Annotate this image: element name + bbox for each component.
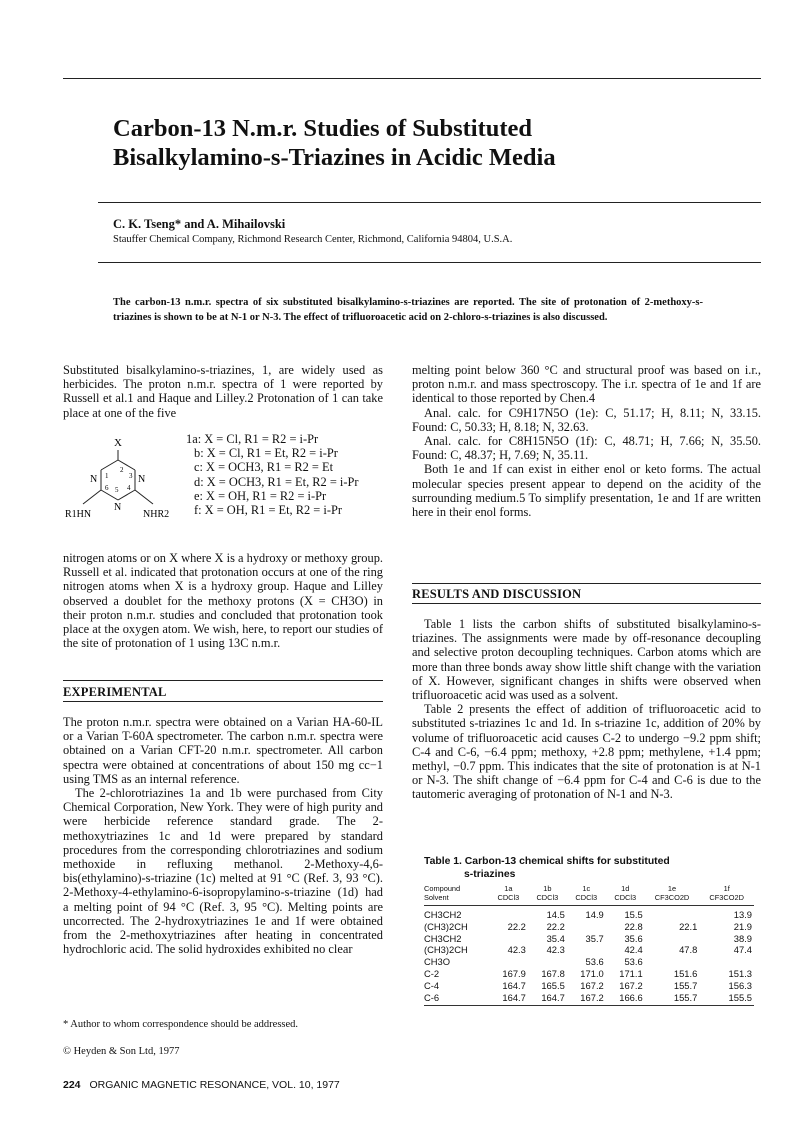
results-rule-bottom	[412, 603, 761, 604]
copyright: © Heyden & Son Ltd, 1977	[63, 1046, 180, 1057]
table-cell: C-6	[424, 992, 489, 1006]
compound-1e: e: X = OH, R1 = R2 = i-Pr	[194, 488, 327, 503]
table-cell: 156.3	[728, 979, 752, 991]
table-row	[424, 921, 754, 933]
table-cell: 165.5	[541, 979, 565, 991]
table-cell	[645, 906, 700, 921]
table1-caption-line1: Table 1. Carbon-13 chemical shifts for substituted	[424, 856, 670, 867]
results-heading: RESULTS AND DISCUSSION	[412, 587, 582, 601]
table-cell	[645, 933, 700, 945]
label-num-1: 1	[105, 472, 109, 480]
right-column	[412, 363, 761, 519]
table-cell	[567, 921, 606, 933]
label-left-sub: R1HN	[65, 509, 92, 520]
table-row	[424, 992, 754, 1006]
table-cell: 167.2	[567, 992, 606, 1006]
table-row	[424, 933, 754, 945]
table-cell: 47.4	[733, 944, 752, 956]
table-cell: 14.5	[546, 909, 565, 920]
table-cell: CDCl3	[606, 893, 645, 906]
intro-paragraph: Substituted bisalkylamino-s-triazines, 1, are widely used as herbicides. The proton n.m.r. spectra of 1 were reported by Russell et al.1 and Haque and Lilley.2 Protonation of 1 can take place at one of the five	[63, 363, 383, 420]
enol-keto-paragraph: Both 1e and 1f can exist in either enol or keto forms. The actual molecular species present appear to depend on the acidity of the surrounding medium.5 To simplify presentation, 1e and 1f are written here in their enol forms.	[412, 462, 761, 520]
table-cell: 155.7	[673, 979, 698, 991]
label-right-sub: NHR2	[143, 509, 170, 520]
table-cell: 22.2	[507, 920, 526, 932]
author-footnote: * Author to whom correspondence should be addressed.	[63, 1019, 299, 1030]
table-cell: 167.2	[580, 979, 604, 991]
table-cell: 47.8	[679, 944, 698, 956]
table1-header-solvent	[424, 893, 754, 906]
table-cell: 155.7	[645, 992, 700, 1006]
label-x: X	[114, 437, 122, 449]
table-cell: 167.9	[502, 967, 526, 979]
table-cell	[645, 956, 700, 968]
authors: C. K. Tseng* and A. Mihailovski	[113, 217, 286, 231]
table-cell: 22.8	[624, 920, 643, 932]
table1-caption	[424, 855, 754, 881]
title-line-1: Carbon-13 N.m.r. Studies of Substituted	[113, 115, 533, 142]
results-paragraph-1: Table 1 lists the carbon shifts of substituted bisalkylamino-s-triazines. The assignments were made by off-resonance decoupling and selective proton decoupling techniques. Carbon atoms which are more than three bonds away show little shift change with the variation of X. However, significant changes in shifts were observed when trifluoroacetic acid was used as a solvent.	[412, 617, 761, 703]
abstract: The carbon-13 n.m.r. spectra of six substituted bisalkylamino-s-triazines are reported. The site of protonation of 2-methoxy-s-triazines is shown to be at N-1 or N-3. The effect of trifluoroacetic acid on 2-chloro-s-triazines is also discussed.	[113, 297, 703, 323]
table-cell: 151.6	[673, 967, 698, 979]
table-cell: CH3CH2	[424, 909, 462, 920]
table-cell: Solvent	[424, 893, 489, 906]
table-cell: CF3CO2D	[699, 893, 754, 906]
table-row	[424, 980, 754, 992]
table-cell: CDCl3	[567, 893, 606, 906]
table-cell: CF3CO2D	[645, 893, 700, 906]
analysis-1f: Anal. calc. for C8H15N5O (1f): C, 48.71; H, 7.66; N, 35.50. Found: C, 48.37; H, 7.69; N, 35.11.	[412, 434, 761, 463]
table-cell	[528, 956, 567, 968]
table-cell: C-2	[424, 967, 440, 979]
compound-1f: f: X = OH, R1 = Et, R2 = i-Pr	[194, 503, 342, 518]
table-cell: C-4	[424, 979, 440, 991]
table-cell: 167.2	[619, 979, 643, 991]
table-cell: 21.9	[733, 920, 752, 932]
label-num-5: 5	[115, 486, 119, 494]
table-cell: CDCl3	[489, 893, 528, 906]
table-cell	[489, 956, 528, 968]
label-num-3: 3	[129, 472, 133, 480]
table-cell: 164.7	[502, 979, 526, 991]
table-cell: 155.5	[699, 992, 754, 1006]
table-cell	[489, 933, 528, 945]
table-cell: 42.4	[624, 944, 643, 956]
table-cell: CH3CH2	[424, 932, 462, 944]
table-cell: 53.6	[585, 956, 604, 968]
table1	[424, 884, 754, 1006]
table-cell: 35.4	[546, 932, 565, 944]
label-n-right: N	[138, 474, 146, 485]
compound-1b: b: X = Cl, R1 = Et, R2 = i-Pr	[194, 446, 338, 461]
label-num-6: 6	[105, 484, 109, 492]
table-cell: 42.3	[546, 944, 565, 956]
table-row	[424, 956, 754, 968]
table-cell: 15.5	[624, 909, 643, 920]
title-line-2: Bisalkylamino-s-Triazines in Acidic Media	[113, 144, 556, 171]
table-cell: 171.0	[580, 967, 604, 979]
label-n-left: N	[90, 474, 98, 485]
title-rule	[98, 202, 761, 203]
experimental-paragraph-2: The 2-chlorotriazines 1a and 1b were purchased from City Chemical Corporation, New York. They were of high purity and were herbicide reference standard grade. The 2-methoxytriazines 1c and 1d were prepared by standard procedures from the corresponding chlorotriazines and sodium methoxide in refluxing methanol. 2-Methoxy-4,6-bis(ethylamino)-s-triazine (1c) melted at 91 °C (Ref. 3, 93 °C). 2-Methoxy-4-ethylamino-6-isopropylamino-s-triazine (1d) had a melting point of 94 °C (Ref. 3, 95 °C). Melting points are uncorrected. The 2-hydroxytriazines 1e and 1f were obtained from the 2-methoxytriazines after heating in concentrated hydrochloric acid. The solid hydroxides exhibited no clear	[63, 786, 383, 957]
experimental-rule-top	[63, 680, 383, 681]
label-num-4: 4	[127, 484, 131, 492]
table-cell: (CH3)2CH	[424, 944, 468, 956]
results-paragraph-2: Table 2 presents the effect of addition of trifluoroacetic acid to substituted s-triazines 1c and 1d. In s-triazine 1c, addition of 20% by volume of trifluoroacetic acid causes C-2 to undergo −9.2 ppm shift; C-4 and C-6, −6.4 ppm; methoxy, +2.8 ppm; methylene, +1.4 ppm; methyl, −0.7 ppm. This indicates that the site of protonation is at N-1 or N-3. The shift change of −6.4 ppm for C-4 and C-6 is due to the tautomeric averaging of protonation of N-1 and N-3.	[412, 702, 761, 802]
table-cell: 1d	[621, 884, 630, 893]
table-cell: 1b	[543, 884, 552, 893]
table-cell: 151.3	[728, 967, 752, 979]
affiliation-rule	[98, 262, 761, 263]
table-cell: 14.9	[585, 909, 604, 920]
table-cell: CH3O	[424, 956, 451, 968]
journal-name: ORGANIC MAGNETIC RESONANCE, VOL. 10, 1977	[89, 1079, 340, 1091]
compound-1d: d: X = OCH3, R1 = Et, R2 = i-Pr	[194, 474, 359, 489]
left-column-continued	[63, 551, 383, 650]
table-cell: (CH3)2CH	[424, 920, 468, 932]
protonation-paragraph: nitrogen atoms or on X where X is a hydroxy or methoxy group. Russell et al. indicated that protonation occurs at one of the ring nitrogen atoms when X is a hydroxy group. Haque and Lilley observed a doublet for the methoxy protons (X = CH3O) in their proton n.m.r. studies and concluded that protonation took place at the oxygen atom. We wish, here, to report our studies of the site of protonation of 1 using 13C n.m.r.	[63, 551, 383, 651]
analysis-1e: Anal. calc. for C9H17N5O (1e): C, 51.17; H, 8.11; N, 33.15. Found: C, 50.33; H, 8.18; N, 32.63.	[412, 405, 761, 434]
page-footer	[63, 1079, 340, 1091]
experimental-rule-bottom	[63, 701, 383, 702]
table1-caption-line2: s-triazines	[464, 869, 516, 880]
results-section	[412, 617, 761, 802]
table-cell: 164.7	[489, 992, 528, 1006]
table-cell: 1e	[667, 884, 677, 893]
melting-point-paragraph: melting point below 360 °C and structural proof was based on i.r., proton n.m.r. and mass spectroscopy. The i.r. spectra of 1e and 1f are identical to those reported by Chen.4	[412, 363, 761, 406]
experimental-heading: EXPERIMENTAL	[63, 685, 167, 699]
table-cell: 164.7	[528, 992, 567, 1006]
article-title	[113, 114, 713, 172]
compound-1a: 1a: X = Cl, R1 = R2 = i-Pr	[186, 432, 319, 446]
compound-list	[186, 432, 359, 517]
table-cell: 167.8	[541, 967, 565, 979]
table-cell: 1f	[723, 884, 730, 893]
table-row	[424, 968, 754, 980]
table-cell	[489, 906, 528, 921]
triazine-ring-diagram	[63, 432, 183, 542]
label-n-bottom: N	[114, 502, 122, 513]
table-cell: Compound	[424, 884, 461, 893]
table1-header-compound	[424, 884, 754, 893]
results-rule-top	[412, 583, 761, 584]
top-rule	[63, 78, 761, 79]
table-cell: 22.2	[546, 920, 565, 932]
experimental-paragraph-1: The proton n.m.r. spectra were obtained on a Varian HA-60-IL or a Varian T-60A spectrometer. The carbon n.m.r. spectra were obtained on a Varian CFT-20 n.m.r. spectrometer. All carbon spectra were obtained at concentrations of about 150 mg cc−1 using TMS as an internal reference.	[63, 715, 383, 786]
table-cell: 38.9	[733, 932, 752, 944]
table-cell: 22.1	[679, 920, 698, 932]
table-cell	[699, 956, 754, 968]
compound-1c: c: X = OCH3, R1 = R2 = Et	[194, 460, 334, 475]
left-column	[63, 363, 383, 420]
table-cell: 166.6	[606, 992, 645, 1006]
table-cell: 53.6	[624, 956, 643, 968]
label-num-2: 2	[120, 466, 124, 474]
table-cell	[567, 944, 606, 956]
table-cell: 35.6	[624, 932, 643, 944]
table-row	[424, 944, 754, 956]
page-number: 224	[63, 1079, 81, 1091]
table-cell: 171.1	[619, 967, 643, 979]
affiliation: Stauffer Chemical Company, Richmond Research Center, Richmond, California 94804, U.S.A.	[113, 234, 513, 245]
table-cell: 13.9	[733, 909, 752, 920]
table-cell: 1a	[504, 884, 513, 893]
table-cell: 1c	[582, 884, 591, 893]
table-row	[424, 906, 754, 921]
table-cell: 42.3	[507, 944, 526, 956]
triazine-structure	[63, 432, 383, 542]
table-cell: 35.7	[585, 932, 604, 944]
table-cell: CDCl3	[528, 893, 567, 906]
experimental-section	[63, 715, 383, 956]
